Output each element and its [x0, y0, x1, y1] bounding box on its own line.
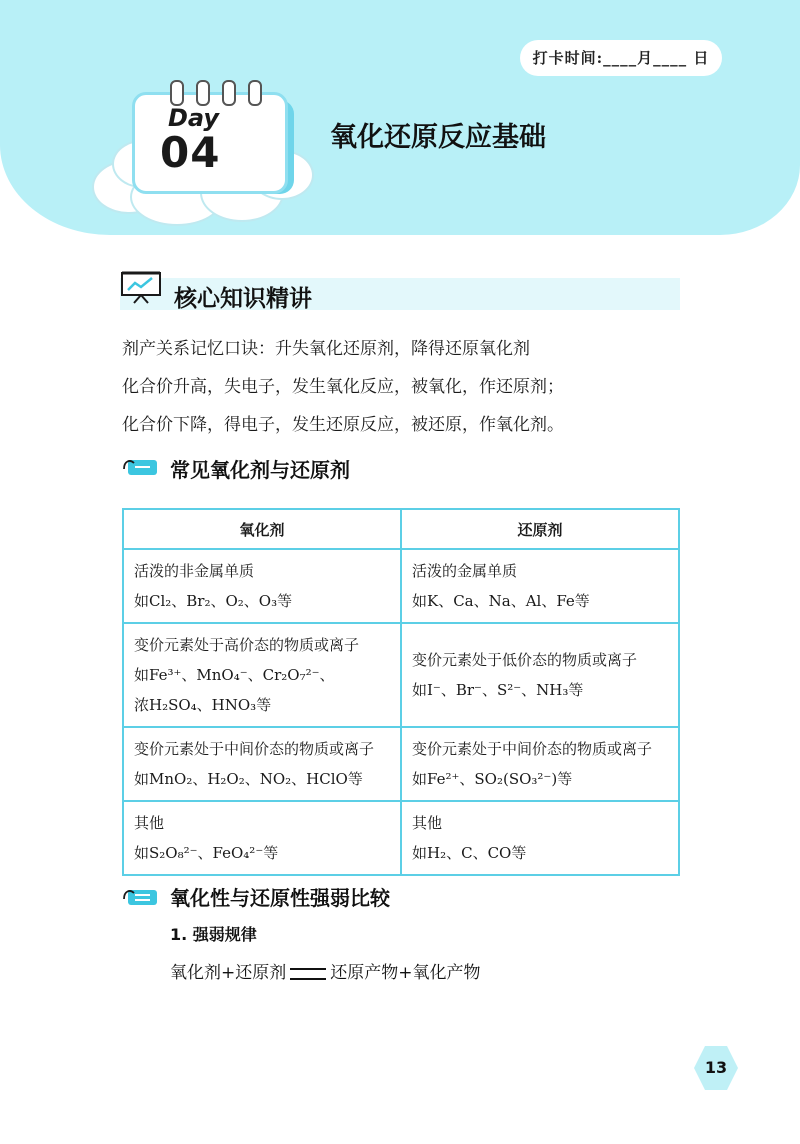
table-header-cell: 氧化剂	[123, 509, 401, 549]
sub-section-title: 氧化性与还原性强弱比较	[170, 886, 390, 910]
cell-line: 其他	[134, 814, 165, 832]
calendar-ring	[222, 80, 236, 106]
equation-left: 氧化剂+还原剂	[170, 963, 287, 983]
section-two-icon	[122, 887, 158, 907]
cell-line: 如MnO₂、H₂O₂、NO₂、HClO等	[134, 770, 363, 788]
checkin-time: 打卡时间:____月____ 日	[520, 40, 722, 76]
cell-line: 活泼的非金属单质	[134, 562, 255, 580]
oxidant-reductant-table	[122, 508, 680, 876]
table-cell	[401, 549, 679, 623]
rule-title: 1. 强弱规律	[170, 925, 257, 944]
table-row	[123, 801, 679, 875]
calendar-ring	[248, 80, 262, 106]
table-cell	[123, 623, 401, 727]
cell-line: 活泼的金属单质	[412, 562, 518, 580]
cell-line: 变价元素处于中间价态的物质或离子	[134, 740, 375, 758]
table-row	[123, 727, 679, 801]
table-cell	[401, 623, 679, 727]
section-one-icon	[122, 457, 158, 477]
cell-line: 如Fe³⁺、MnO₄⁻、Cr₂O₇²⁻、	[134, 666, 335, 684]
paragraph-reduction: 化合价下降，得电子，发生还原反应，被还原，作氧化剂。	[122, 415, 564, 435]
cell-line: 如I⁻、Br⁻、S²⁻、NH₃等	[412, 681, 584, 699]
paragraph-mnemonic: 剂产关系记忆口诀：升失氧化还原剂，降得还原氧化剂	[122, 339, 530, 359]
cell-line: 如Fe²⁺、SO₂(SO₃²⁻)等	[412, 770, 573, 788]
page-number: 13	[704, 1058, 728, 1077]
sub-section-title: 常见氧化剂与还原剂	[170, 458, 350, 482]
equation-right: 还原产物+氧化产物	[330, 963, 481, 983]
page-title: 氧化还原反应基础	[330, 122, 546, 153]
calendar-ring	[196, 80, 210, 106]
table-cell	[401, 727, 679, 801]
table-header-row	[123, 509, 679, 549]
calendar-ring	[170, 80, 184, 106]
cell-line: 如H₂、C、CO等	[412, 844, 527, 862]
cell-line: 变价元素处于低价态的物质或离子	[412, 651, 638, 669]
table-cell	[123, 549, 401, 623]
day-number: 04	[160, 128, 221, 177]
day-label: Day	[168, 104, 220, 132]
equals-sign-icon	[290, 968, 326, 980]
table-header-cell: 还原剂	[401, 509, 679, 549]
table-cell	[401, 801, 679, 875]
table-cell	[123, 727, 401, 801]
paragraph-oxidation: 化合价升高，失电子，发生氧化反应，被氧化，作还原剂；	[122, 377, 564, 397]
cell-line: 如K、Ca、Na、Al、Fe等	[412, 592, 590, 610]
presentation-board-icon	[120, 270, 162, 304]
redox-equation	[170, 958, 481, 983]
cell-line: 其他	[412, 814, 443, 832]
cell-line: 变价元素处于中间价态的物质或离子	[412, 740, 653, 758]
cell-line: 如Cl₂、Br₂、O₂、O₃等	[134, 592, 293, 610]
cell-line: 浓H₂SO₄、HNO₃等	[134, 696, 272, 714]
cell-line: 变价元素处于高价态的物质或离子	[134, 636, 360, 654]
section-title: 核心知识精讲	[174, 286, 312, 312]
table-row	[123, 623, 679, 727]
table-row	[123, 549, 679, 623]
cell-line: 如S₂O₈²⁻、FeO₄²⁻等	[134, 844, 279, 862]
table-cell	[123, 801, 401, 875]
